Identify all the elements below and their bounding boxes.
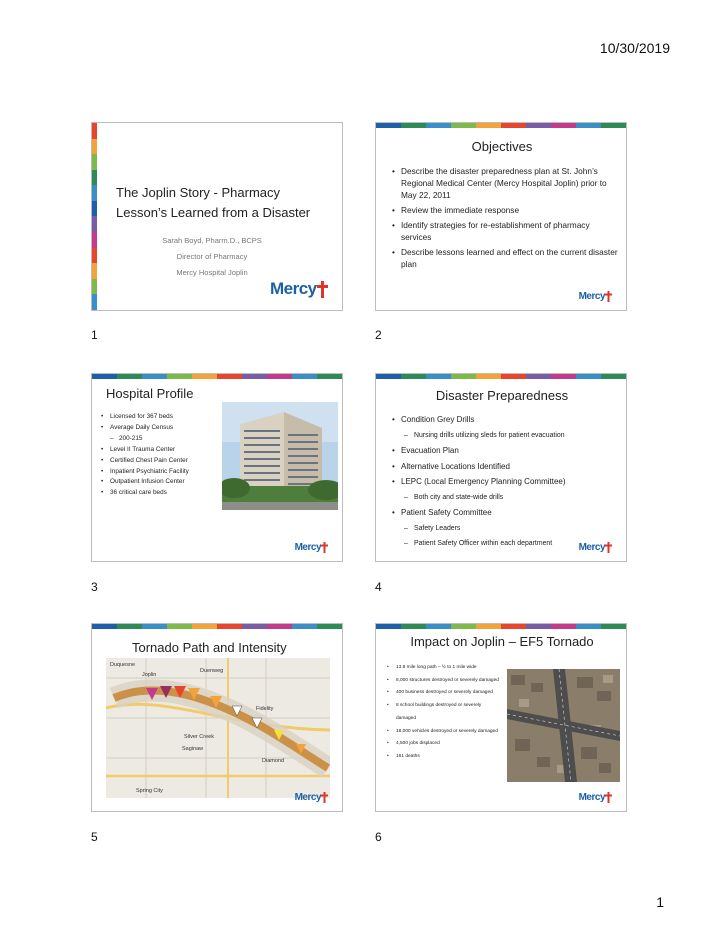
- list-item: • 8,000 structures destroyed or severely damaged: [387, 675, 502, 688]
- cross-icon: [605, 792, 612, 803]
- slide-heading: Hospital Profile: [106, 386, 194, 401]
- list-item: • Review the immediate response: [392, 204, 622, 216]
- list-item: • Licensed for 367 beds: [101, 412, 217, 423]
- slide-heading: Objectives: [471, 139, 533, 154]
- list-item: • Patient Safety Committee: [392, 505, 624, 521]
- hospital-building-photo: [222, 402, 338, 510]
- bullet-list: [392, 165, 622, 273]
- map-label: Spring City: [136, 788, 163, 794]
- list-item: • Level II Trauma Center: [101, 445, 217, 456]
- tornado-path-map: [106, 658, 330, 798]
- map-label: Duenweg: [200, 668, 224, 674]
- bullet-list: [387, 662, 502, 764]
- slide-3-hospital-profile: [91, 373, 343, 562]
- list-item: – Both city and state-wide drills: [392, 490, 624, 506]
- list-item: • 4,500 jobs displaced: [387, 738, 502, 751]
- list-item: • Condition Grey Drills: [392, 412, 624, 428]
- list-item: • 8 school buildings destroyed or severely damaged: [387, 700, 502, 725]
- list-item: • 18,000 vehicles destroyed or severely damaged: [387, 726, 502, 739]
- list-item: • Evacuation Plan: [392, 443, 624, 459]
- slide-number: 2: [375, 328, 382, 342]
- page-date: 10/30/2019: [599, 40, 670, 56]
- slide-color-bar: [376, 374, 626, 379]
- list-item: – Nursing drills utilizing sleds for patient evacuation: [392, 428, 624, 444]
- bullet-list: [392, 412, 624, 552]
- slide-number: 1: [91, 328, 98, 342]
- list-item: • Alternative Locations Identified: [392, 459, 624, 475]
- slide-2-objectives: [375, 122, 627, 311]
- cross-icon: [605, 542, 612, 553]
- list-item: • Certified Chest Pain Center: [101, 456, 217, 467]
- mercy-logo: Mercy: [295, 542, 328, 553]
- author-role: Director of Pharmacy: [176, 252, 248, 261]
- map-label: Silver Creek: [184, 734, 214, 740]
- author-name: Sarah Boyd, Pharm.D., BCPS: [162, 236, 262, 245]
- cross-icon: [605, 291, 612, 302]
- title-line-1: The Joplin Story - Pharmacy: [116, 185, 281, 200]
- slide-heading: Tornado Path and Intensity: [132, 640, 287, 655]
- slide-number: 6: [375, 830, 382, 844]
- list-item: • Inpatient Psychiatric Facility: [101, 467, 217, 478]
- slide-number: 4: [375, 580, 382, 594]
- slide-4-disaster-preparedness: [375, 373, 627, 562]
- mercy-logo: Mercy: [579, 542, 612, 553]
- list-item: – Patient Safety Officer within each department: [392, 536, 624, 552]
- slide-color-bar: [376, 624, 626, 629]
- list-item: • Describe lessons learned and effect on the current disaster plan: [392, 246, 622, 270]
- list-item: – 200-215: [101, 434, 217, 445]
- cross-icon: [321, 792, 328, 803]
- list-item: – Safety Leaders: [392, 521, 624, 537]
- author-org: Mercy Hospital Joplin: [176, 268, 248, 277]
- list-item: • Describe the disaster preparedness plan at St. John’s Regional Medical Center (Mercy Hospital Joplin) prior to May 22, 2011: [392, 165, 622, 201]
- list-item: • 13.8 mile long path – ½ to 1 mile wide: [387, 662, 502, 675]
- slide-number: 5: [91, 830, 98, 844]
- list-item: • 161 deaths: [387, 751, 502, 764]
- map-label: Diamond: [262, 758, 285, 764]
- slide-5-tornado-path: [91, 623, 343, 812]
- list-item: • Average Daily Census: [101, 423, 217, 434]
- slide-1-title: [91, 122, 343, 311]
- cross-icon: [321, 542, 328, 553]
- slide-heading: Disaster Preparedness: [435, 388, 569, 403]
- list-item: • 400 business destroyed or severely damaged: [387, 687, 502, 700]
- map-label: Duquesne: [110, 662, 136, 668]
- list-item: • 36 critical care beds: [101, 488, 217, 499]
- slide-color-bar: [376, 123, 626, 128]
- tornado-damage-aerial-photo: [507, 669, 620, 782]
- list-item: • Identify strategies for re-establishment of pharmacy services: [392, 219, 622, 243]
- mercy-logo: Mercy: [579, 792, 612, 803]
- slide-6-impact: [375, 623, 627, 812]
- mercy-logo: Mercy: [270, 279, 328, 299]
- title-line-2: Lesson’s Learned from a Disaster: [116, 205, 311, 220]
- map-label: Saginaw: [182, 746, 204, 752]
- mercy-logo: Mercy: [579, 291, 612, 302]
- list-item: • LEPC (Local Emergency Planning Committee): [392, 474, 624, 490]
- slide-number: 3: [91, 580, 98, 594]
- slide-1-heading: [116, 183, 310, 223]
- list-item: • Outpatient Infusion Center: [101, 477, 217, 488]
- page-number: 1: [656, 894, 664, 910]
- map-label: Fidelity: [256, 706, 274, 712]
- slide-color-bar: [92, 123, 97, 310]
- map-label: Joplin: [142, 672, 157, 678]
- mercy-logo: Mercy: [295, 792, 328, 803]
- cross-icon: [317, 281, 328, 298]
- bullet-list: [101, 412, 217, 499]
- slide-heading: Impact on Joplin – EF5 Tornado: [410, 634, 594, 649]
- slide-color-bar: [92, 624, 342, 629]
- slide-color-bar: [92, 374, 342, 379]
